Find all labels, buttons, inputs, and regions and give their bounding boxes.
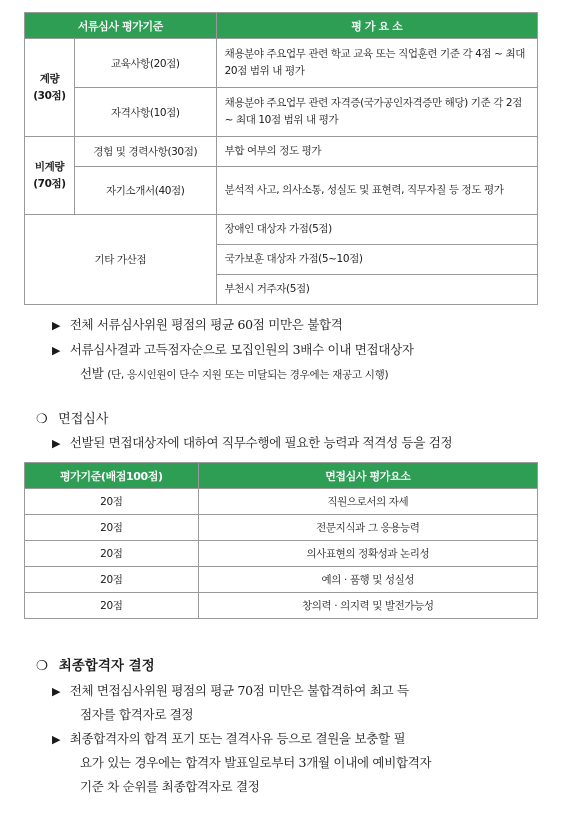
score-cell: 20점 xyxy=(25,593,199,619)
header-criterion: 서류심사 평가기준 xyxy=(25,13,217,39)
table-row xyxy=(25,215,538,245)
table-row xyxy=(25,137,538,167)
triangle-bullet-icon: ▶ xyxy=(52,344,61,357)
note-text: 점자를 합격자로 결정 xyxy=(80,707,194,722)
interview-evaluation-table xyxy=(24,462,538,619)
score-cell: 20점 xyxy=(25,541,199,567)
table-row xyxy=(25,567,538,593)
table-header-row xyxy=(25,463,538,489)
group-qualitative xyxy=(25,137,75,215)
note-text: 선발 xyxy=(80,366,104,381)
group-name-line: 계량 xyxy=(39,72,60,85)
group-quantitative xyxy=(25,39,75,137)
extra-item: 부천시 거주자(5점) xyxy=(216,275,537,305)
circle-bullet-icon: ❍ xyxy=(36,412,48,427)
desc-cell: 채용분야 주요업무 관련 자격증(국가공인자격증만 해당) 기준 각 2점 ~ 최대 10점 범위 내 평가 xyxy=(216,88,537,137)
note-text: 전체 면접심사위원 평점의 평균 70점 미만은 불합격하여 최고 득 xyxy=(69,683,409,698)
extra-item: 국가보훈 대상자 가점(5~10점) xyxy=(216,245,537,275)
note-text: 서류심사결과 고득점자순으로 모집인원의 3배수 이내 면접대상자 xyxy=(69,342,414,357)
table-row xyxy=(25,167,538,215)
triangle-bullet-icon: ▶ xyxy=(52,685,61,698)
table-row xyxy=(25,541,538,567)
desc-cell: 분석적 사고, 의사소통, 성실도 및 표현력, 직무자질 등 정도 평가 xyxy=(216,167,537,215)
group-name-line: (30점) xyxy=(33,89,66,102)
triangle-bullet-icon: ▶ xyxy=(52,319,61,332)
item-cell: 직원으로서의 자세 xyxy=(198,489,537,515)
triangle-bullet-icon: ▶ xyxy=(52,437,61,450)
group-name xyxy=(33,73,65,102)
section-heading-interview xyxy=(36,408,108,427)
table-header-row xyxy=(25,13,538,39)
header-score: 평가기준(배점100점) xyxy=(25,463,199,489)
note-text: 요가 있는 경우에는 합격자 발표일로부터 3개월 이내에 예비합격자 xyxy=(80,755,432,770)
section-heading-final xyxy=(36,654,155,674)
note-line xyxy=(52,728,405,751)
table-row xyxy=(25,39,538,88)
table-row xyxy=(25,593,538,619)
table-row xyxy=(25,88,538,137)
extra-points-label: 기타 가산점 xyxy=(25,215,217,305)
note-line xyxy=(80,776,260,798)
score-cell: 20점 xyxy=(25,515,199,541)
note-line xyxy=(52,314,343,337)
note-text: 기준 차 순위를 최종합격자로 결정 xyxy=(80,779,260,794)
criterion-cell: 경험 및 경력사항(30점) xyxy=(74,137,216,167)
note-parenthetical: (단, 응시인원이 단수 지원 또는 미달되는 경우에는 재공고 시행) xyxy=(107,369,389,381)
desc-cell: 부합 여부의 정도 평가 xyxy=(216,137,537,167)
section-title: 최종합격자 결정 xyxy=(58,658,155,674)
note-line xyxy=(80,704,193,726)
note-line xyxy=(80,752,431,774)
extra-item: 장애인 대상자 가점(5점) xyxy=(216,215,537,245)
header-element: 면접심사 평가요소 xyxy=(198,463,537,489)
note-text: 전체 서류심사위원 평점의 평균 60점 미만은 불합격 xyxy=(69,317,343,332)
triangle-bullet-icon: ▶ xyxy=(52,733,61,746)
note-text: 선발된 면접대상자에 대하여 직무수행에 필요한 능력과 적격성 등을 검정 xyxy=(69,435,453,450)
note-line xyxy=(80,363,388,386)
section-title: 면접심사 xyxy=(58,412,109,427)
table-row xyxy=(25,489,538,515)
document-evaluation-table xyxy=(24,12,538,305)
criterion-cell: 교육사항(20점) xyxy=(74,39,216,88)
circle-bullet-icon: ❍ xyxy=(36,658,49,674)
group-name-line: 비계량 xyxy=(34,160,65,173)
item-cell: 예의 · 품행 및 성실성 xyxy=(198,567,537,593)
score-cell: 20점 xyxy=(25,567,199,593)
criterion-cell: 자기소개서(40점) xyxy=(74,167,216,215)
header-element: 평 가 요 소 xyxy=(216,13,537,39)
item-cell: 전문지식과 그 응용능력 xyxy=(198,515,537,541)
note-line xyxy=(52,339,414,362)
group-name xyxy=(33,161,65,190)
note-line xyxy=(52,680,409,703)
group-name-line: (70점) xyxy=(33,177,66,190)
criterion-cell: 자격사항(10점) xyxy=(74,88,216,137)
item-cell: 창의력 · 의지력 및 발전가능성 xyxy=(198,593,537,619)
score-cell: 20점 xyxy=(25,489,199,515)
note-line xyxy=(52,432,452,455)
item-cell: 의사표현의 정확성과 논리성 xyxy=(198,541,537,567)
desc-cell: 채용분야 주요업무 관련 학교 교육 또는 직업훈련 기준 각 4점 ~ 최대 20점 범위 내 평가 xyxy=(216,39,537,88)
table-row xyxy=(25,515,538,541)
note-text: 최종합격자의 합격 포기 또는 결격사유 등으로 결원을 보충할 필 xyxy=(69,731,406,746)
